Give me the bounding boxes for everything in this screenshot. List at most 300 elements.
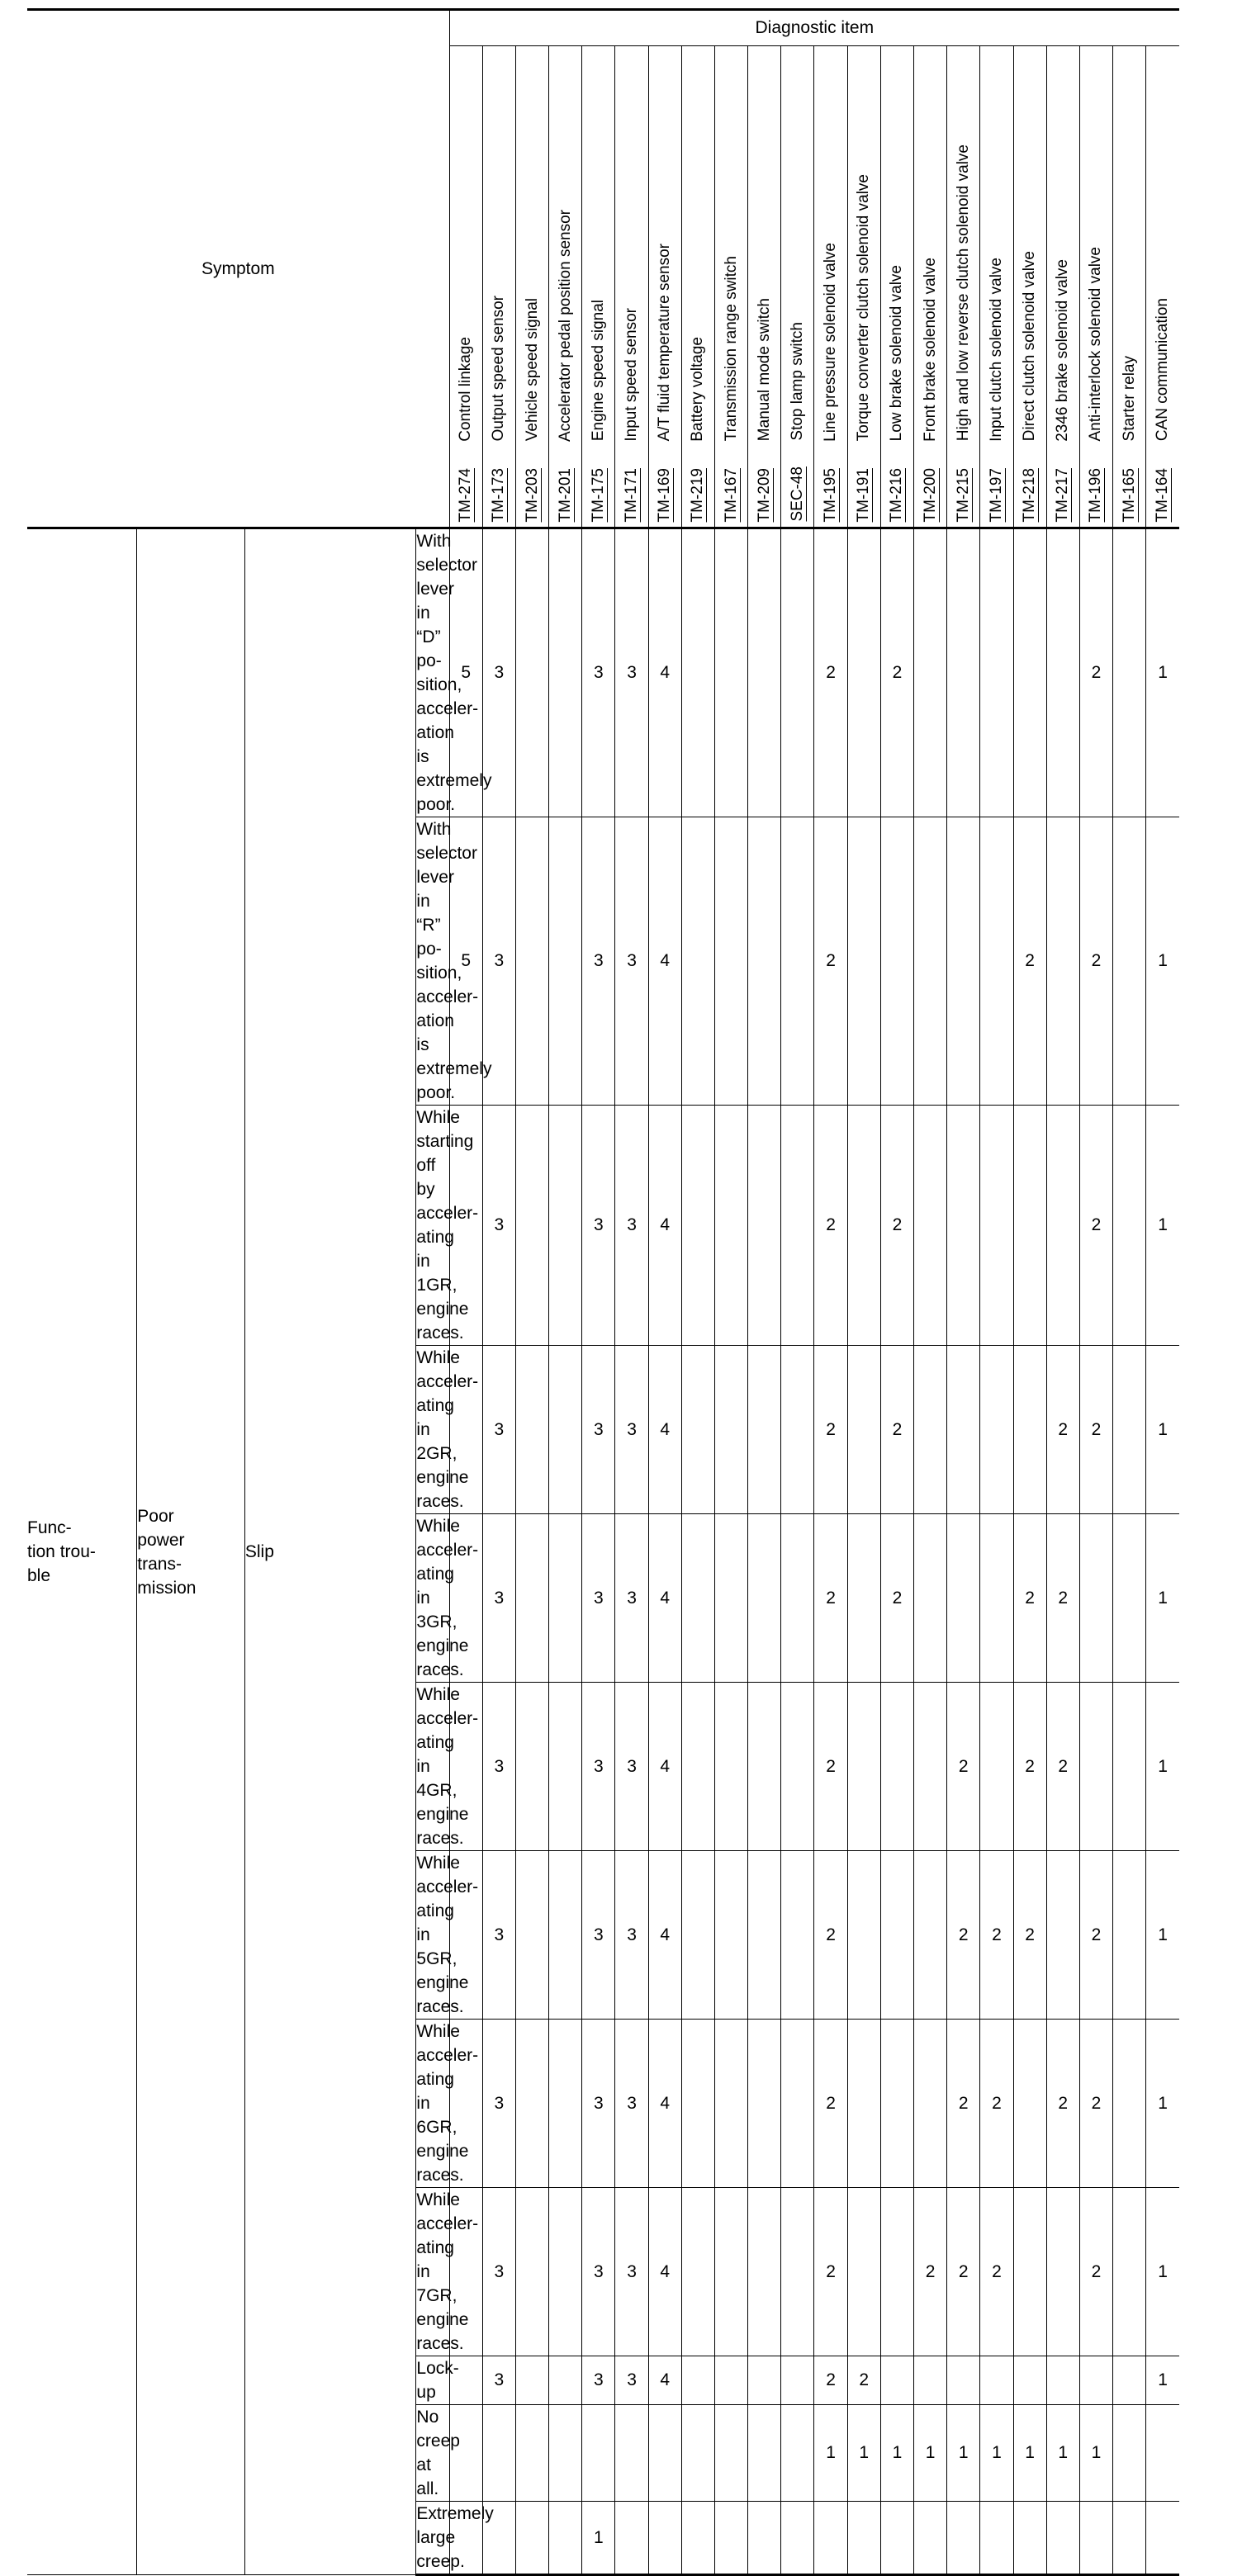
- diagnostic-column-header: [582, 46, 615, 528]
- priority-cell: [1046, 528, 1079, 817]
- priority-cell: [781, 1683, 814, 1851]
- priority-cell: [681, 1514, 714, 1683]
- priority-cell: [681, 1346, 714, 1514]
- priority-cell: 2: [1013, 1514, 1046, 1683]
- diagnostic-item-label: Anti-interlock solenoid valve: [1087, 247, 1105, 442]
- priority-cell: [515, 2356, 548, 2405]
- diagnostic-item-label: 2346 brake solenoid valve: [1054, 258, 1072, 442]
- reference-link[interactable]: TM-216: [888, 467, 906, 522]
- priority-cell: 2: [1079, 528, 1112, 817]
- symptom-condition: Extremely large creep.: [416, 2502, 449, 2575]
- diagnostic-item-label: Manual mode switch: [755, 298, 773, 442]
- priority-cell: 2: [980, 1851, 1013, 2020]
- diagnostic-column-header: [1013, 46, 1046, 528]
- priority-cell: [714, 1106, 747, 1346]
- priority-cell: [914, 528, 947, 817]
- priority-cell: [980, 528, 1013, 817]
- priority-cell: [549, 817, 582, 1106]
- priority-cell: 2: [947, 1683, 980, 1851]
- diagnostic-column-header: [714, 46, 747, 528]
- priority-cell: [714, 2188, 747, 2356]
- diagnostic-item-label: Vehicle speed signal: [523, 298, 541, 442]
- symptom-condition: While acceler- ating in 7GR, engine races.: [416, 2188, 449, 2356]
- priority-cell: 2: [880, 1106, 913, 1346]
- priority-cell: [748, 1851, 781, 2020]
- reference-link[interactable]: TM-191: [855, 467, 873, 522]
- reference-link[interactable]: TM-169: [656, 467, 674, 522]
- priority-cell: [748, 1683, 781, 1851]
- reference-link[interactable]: TM-217: [1054, 467, 1072, 522]
- priority-cell: [449, 1346, 482, 1514]
- symptom-condition: While acceler- ating in 3GR, engine races.: [416, 1514, 449, 1683]
- priority-cell: [1113, 1106, 1146, 1346]
- priority-cell: [847, 2188, 880, 2356]
- priority-cell: [781, 817, 814, 1106]
- diagnostic-column-header: [482, 46, 515, 528]
- priority-cell: [549, 2188, 582, 2356]
- priority-cell: [947, 1346, 980, 1514]
- priority-cell: [681, 1106, 714, 1346]
- priority-cell: [980, 1106, 1013, 1346]
- priority-cell: 2: [1079, 1851, 1112, 2020]
- priority-cell: 2: [880, 528, 913, 817]
- priority-cell: 1: [947, 2405, 980, 2502]
- priority-cell: [714, 528, 747, 817]
- priority-cell: [748, 2502, 781, 2575]
- priority-cell: [847, 1346, 880, 1514]
- priority-cell: [781, 1514, 814, 1683]
- priority-cell: 3: [615, 2020, 648, 2188]
- priority-cell: [482, 2502, 515, 2575]
- priority-cell: [748, 528, 781, 817]
- symptom-condition: With selector lever in “D” po- sition, acceler- ation is extremely poor.: [416, 528, 449, 817]
- priority-cell: 2: [947, 2188, 980, 2356]
- priority-cell: [681, 2405, 714, 2502]
- priority-cell: [914, 817, 947, 1106]
- priority-cell: [914, 1851, 947, 2020]
- priority-cell: [1113, 2405, 1146, 2502]
- priority-cell: [947, 1106, 980, 1346]
- priority-cell: [515, 2188, 548, 2356]
- diagnostic-column-header: [980, 46, 1013, 528]
- diagnostic-item-label: Output speed sensor: [490, 296, 508, 442]
- priority-cell: [980, 1514, 1013, 1683]
- priority-cell: 3: [482, 1851, 515, 2020]
- priority-cell: 3: [582, 2020, 615, 2188]
- priority-cell: 2: [1046, 2020, 1079, 2188]
- diagnostic-item-label: A/T fluid temperature sensor: [656, 244, 674, 442]
- symptom-category: Func- tion trou- ble: [27, 528, 137, 2575]
- symptom-condition: While acceler- ating in 5GR, engine races.: [416, 1851, 449, 2020]
- priority-cell: [1113, 1851, 1146, 2020]
- priority-cell: [549, 2502, 582, 2575]
- priority-cell: [515, 1683, 548, 1851]
- diagnostic-item-label: Engine speed signal: [589, 300, 607, 442]
- priority-cell: 1: [1146, 2188, 1179, 2356]
- priority-cell: [1013, 1346, 1046, 1514]
- reference-link[interactable]: TM-209: [755, 467, 773, 522]
- priority-cell: 3: [615, 1514, 648, 1683]
- priority-cell: [947, 528, 980, 817]
- priority-cell: 2: [880, 1514, 913, 1683]
- diagnostic-item-label: CAN communication: [1154, 298, 1172, 442]
- priority-cell: 4: [648, 817, 681, 1106]
- priority-cell: [1079, 2356, 1112, 2405]
- reference-link[interactable]: TM-196: [1087, 467, 1105, 522]
- reference-link[interactable]: TM-201: [556, 467, 574, 522]
- reference-link[interactable]: TM-165: [1120, 467, 1138, 522]
- priority-cell: [947, 1514, 980, 1683]
- reference-link[interactable]: TM-218: [1021, 467, 1039, 522]
- diagnostic-column-header: [681, 46, 714, 528]
- diagnostic-column-header: [1079, 46, 1112, 528]
- table-row: [27, 528, 1179, 817]
- reference-link[interactable]: TM-164: [1154, 467, 1172, 522]
- priority-cell: 2: [980, 2020, 1013, 2188]
- priority-cell: 1: [1046, 2405, 1079, 2502]
- priority-cell: [1079, 2502, 1112, 2575]
- priority-cell: [1046, 2356, 1079, 2405]
- priority-cell: [880, 2188, 913, 2356]
- priority-cell: 3: [615, 528, 648, 817]
- priority-cell: [1013, 2020, 1046, 2188]
- priority-cell: 2: [947, 1851, 980, 2020]
- priority-cell: 2: [914, 2188, 947, 2356]
- priority-cell: [847, 2502, 880, 2575]
- diagnostic-item-label: Starter relay: [1120, 356, 1138, 442]
- priority-cell: [1013, 528, 1046, 817]
- priority-cell: [714, 2502, 747, 2575]
- priority-cell: 3: [582, 528, 615, 817]
- priority-cell: [714, 1346, 747, 1514]
- priority-cell: [880, 817, 913, 1106]
- diagnostic-item-label: Torque converter clutch solenoid valve: [855, 174, 873, 442]
- priority-cell: 3: [582, 2188, 615, 2356]
- priority-cell: [549, 528, 582, 817]
- priority-cell: [947, 2502, 980, 2575]
- priority-cell: [549, 2356, 582, 2405]
- reference-link[interactable]: TM-167: [722, 467, 740, 522]
- priority-cell: 4: [648, 1851, 681, 2020]
- priority-cell: 2: [847, 2356, 880, 2405]
- symptom-condition: While starting off by acceler- ating in 1GR, engine races.: [416, 1106, 449, 1346]
- priority-cell: [1113, 528, 1146, 817]
- priority-cell: [814, 2502, 847, 2575]
- priority-cell: [1013, 1106, 1046, 1346]
- priority-cell: [1046, 817, 1079, 1106]
- priority-cell: [1113, 1514, 1146, 1683]
- priority-cell: [914, 2502, 947, 2575]
- priority-cell: 1: [1146, 528, 1179, 817]
- symptom-condition: No creep at all.: [416, 2405, 449, 2502]
- reference-link[interactable]: TM-274: [457, 467, 475, 522]
- symptom-type: Slip: [244, 528, 416, 2575]
- priority-cell: 2: [814, 817, 847, 1106]
- diagnostic-column-header: [914, 46, 947, 528]
- priority-cell: [781, 2020, 814, 2188]
- priority-cell: 2: [814, 1346, 847, 1514]
- priority-cell: 1: [880, 2405, 913, 2502]
- priority-cell: 1: [1146, 1851, 1179, 2020]
- diagnostic-column-header: [880, 46, 913, 528]
- priority-cell: 1: [1013, 2405, 1046, 2502]
- reference-link[interactable]: TM-219: [689, 467, 707, 522]
- priority-cell: [714, 1851, 747, 2020]
- priority-cell: 3: [582, 817, 615, 1106]
- priority-cell: [748, 1106, 781, 1346]
- priority-cell: 3: [482, 1683, 515, 1851]
- priority-cell: [880, 1683, 913, 1851]
- priority-cell: [449, 1851, 482, 2020]
- priority-cell: [482, 2405, 515, 2502]
- priority-cell: [914, 2356, 947, 2405]
- priority-cell: [847, 1106, 880, 1346]
- priority-cell: [1113, 2188, 1146, 2356]
- priority-cell: 3: [582, 1514, 615, 1683]
- priority-cell: 1: [847, 2405, 880, 2502]
- priority-cell: [1079, 1514, 1112, 1683]
- priority-cell: [781, 528, 814, 817]
- diagnostic-item-label: Line pressure solenoid valve: [822, 242, 840, 442]
- priority-cell: 3: [615, 2188, 648, 2356]
- priority-cell: 5: [449, 817, 482, 1106]
- priority-cell: [681, 2356, 714, 2405]
- diagnostic-item-label: Stop lamp switch: [788, 321, 806, 441]
- priority-cell: 2: [814, 1683, 847, 1851]
- priority-cell: [449, 2356, 482, 2405]
- priority-cell: 3: [482, 1514, 515, 1683]
- diagnostic-column-header: [449, 46, 482, 528]
- priority-cell: 4: [648, 528, 681, 817]
- priority-cell: 3: [482, 2356, 515, 2405]
- priority-cell: [681, 1851, 714, 2020]
- diagnostic-item-label: Battery voltage: [689, 336, 707, 442]
- priority-cell: 3: [482, 528, 515, 817]
- priority-cell: 3: [615, 1683, 648, 1851]
- symptom-condition: While acceler- ating in 6GR, engine races.: [416, 2020, 449, 2188]
- priority-cell: 3: [615, 1106, 648, 1346]
- priority-cell: [1113, 817, 1146, 1106]
- symptom-condition: While acceler- ating in 2GR, engine races.: [416, 1346, 449, 1514]
- priority-cell: [847, 528, 880, 817]
- priority-cell: [781, 2356, 814, 2405]
- priority-cell: 5: [449, 528, 482, 817]
- priority-cell: [1046, 2502, 1079, 2575]
- reference-link[interactable]: TM-171: [623, 467, 641, 522]
- priority-cell: [648, 2502, 681, 2575]
- reference-link[interactable]: TM-203: [523, 467, 541, 522]
- priority-cell: [748, 2020, 781, 2188]
- diagnostic-item-header: Diagnostic item: [449, 10, 1179, 46]
- reference-link[interactable]: TM-195: [822, 467, 840, 522]
- priority-cell: 3: [582, 1851, 615, 2020]
- priority-cell: [1113, 2020, 1146, 2188]
- priority-cell: [515, 1106, 548, 1346]
- priority-cell: [681, 528, 714, 817]
- priority-cell: [847, 1683, 880, 1851]
- priority-cell: 2: [1013, 817, 1046, 1106]
- priority-cell: [1113, 2356, 1146, 2405]
- priority-cell: [549, 1514, 582, 1683]
- priority-cell: 1: [1146, 2020, 1179, 2188]
- priority-cell: [515, 2502, 548, 2575]
- diagnostic-item-label: Input clutch solenoid valve: [987, 257, 1005, 442]
- priority-cell: 2: [1079, 2020, 1112, 2188]
- priority-cell: [914, 2020, 947, 2188]
- priority-cell: [1079, 1683, 1112, 1851]
- diagnostic-item-label: Low brake solenoid valve: [888, 265, 906, 442]
- diagnostic-item-label: High and low reverse clutch solenoid valve: [954, 144, 972, 442]
- priority-cell: 3: [582, 1106, 615, 1346]
- priority-cell: [1013, 2502, 1046, 2575]
- symptom-condition: Lock-up: [416, 2356, 449, 2405]
- priority-cell: [714, 1514, 747, 1683]
- priority-cell: 3: [482, 1346, 515, 1514]
- priority-cell: [515, 2405, 548, 2502]
- priority-cell: [714, 817, 747, 1106]
- priority-cell: [549, 1683, 582, 1851]
- priority-cell: [1146, 2502, 1179, 2575]
- diagnostic-column-header: [847, 46, 880, 528]
- priority-cell: [980, 817, 1013, 1106]
- priority-cell: 3: [582, 1683, 615, 1851]
- priority-cell: [582, 2405, 615, 2502]
- priority-cell: [1013, 2188, 1046, 2356]
- priority-cell: [880, 1851, 913, 2020]
- priority-cell: 2: [814, 1514, 847, 1683]
- priority-cell: [1146, 2405, 1179, 2502]
- priority-cell: [748, 817, 781, 1106]
- priority-cell: [449, 2405, 482, 2502]
- diagnostic-item-label: Input speed sensor: [623, 307, 641, 442]
- priority-cell: [781, 1346, 814, 1514]
- priority-cell: [781, 2502, 814, 2575]
- priority-cell: [1046, 1106, 1079, 1346]
- symptom-condition: With selector lever in “R” po- sition, acceler- ation is extremely poor.: [416, 817, 449, 1106]
- priority-cell: [714, 2405, 747, 2502]
- priority-cell: 1: [1146, 1514, 1179, 1683]
- priority-cell: [1113, 1346, 1146, 1514]
- priority-cell: 2: [1046, 1683, 1079, 1851]
- priority-cell: [449, 1514, 482, 1683]
- priority-cell: [714, 2356, 747, 2405]
- diagnostic-item-label: Control linkage: [457, 336, 475, 442]
- reference-link[interactable]: TM-173: [490, 467, 508, 522]
- priority-cell: [781, 2405, 814, 2502]
- diagnostic-column-header: [1146, 46, 1179, 528]
- priority-cell: 2: [814, 2356, 847, 2405]
- priority-cell: [880, 2020, 913, 2188]
- priority-cell: 2: [1079, 817, 1112, 1106]
- priority-cell: 2: [1046, 1514, 1079, 1683]
- priority-cell: 2: [1079, 1106, 1112, 1346]
- diagnostic-column-header: [947, 46, 980, 528]
- priority-cell: [748, 2356, 781, 2405]
- diagnostic-column-header: [814, 46, 847, 528]
- priority-cell: 1: [1079, 2405, 1112, 2502]
- priority-cell: 1: [1146, 1106, 1179, 1346]
- priority-cell: [549, 1106, 582, 1346]
- reference-link[interactable]: TM-200: [921, 467, 939, 522]
- priority-cell: [681, 2502, 714, 2575]
- priority-cell: [515, 528, 548, 817]
- priority-cell: [880, 2502, 913, 2575]
- priority-cell: [947, 2356, 980, 2405]
- symptom-subcategory: Poor power trans- mission: [137, 528, 245, 2575]
- priority-cell: [847, 2020, 880, 2188]
- priority-cell: 4: [648, 2356, 681, 2405]
- priority-cell: [1046, 2188, 1079, 2356]
- priority-cell: [1046, 1851, 1079, 2020]
- priority-cell: 4: [648, 1106, 681, 1346]
- priority-cell: [914, 1346, 947, 1514]
- priority-cell: 1: [1146, 2356, 1179, 2405]
- priority-cell: [781, 2188, 814, 2356]
- priority-cell: [914, 1683, 947, 1851]
- priority-cell: 3: [582, 1346, 615, 1514]
- priority-cell: [449, 2020, 482, 2188]
- priority-cell: 2: [1013, 1683, 1046, 1851]
- priority-cell: [549, 1851, 582, 2020]
- priority-cell: [549, 1346, 582, 1514]
- priority-cell: [681, 2020, 714, 2188]
- priority-cell: [681, 2188, 714, 2356]
- priority-cell: [947, 817, 980, 1106]
- priority-cell: [549, 2020, 582, 2188]
- priority-cell: 2: [814, 2020, 847, 2188]
- diagnostic-column-header: [1046, 46, 1079, 528]
- priority-cell: [781, 1851, 814, 2020]
- priority-cell: 2: [814, 1851, 847, 2020]
- priority-cell: 1: [1146, 817, 1179, 1106]
- symptom-header: Symptom: [27, 10, 449, 528]
- priority-cell: 3: [482, 2188, 515, 2356]
- reference-link[interactable]: TM-197: [987, 467, 1005, 522]
- priority-cell: [515, 2020, 548, 2188]
- priority-cell: 3: [615, 2356, 648, 2405]
- priority-cell: [748, 2405, 781, 2502]
- priority-cell: [449, 1683, 482, 1851]
- priority-cell: [515, 1346, 548, 1514]
- priority-cell: 2: [814, 2188, 847, 2356]
- priority-cell: 1: [1146, 1346, 1179, 1514]
- reference-link[interactable]: TM-175: [589, 467, 607, 522]
- priority-cell: [980, 2502, 1013, 2575]
- priority-cell: 1: [582, 2502, 615, 2575]
- priority-cell: [681, 1683, 714, 1851]
- priority-cell: 4: [648, 1514, 681, 1683]
- priority-cell: [615, 2502, 648, 2575]
- diagnostic-matrix-table: [27, 8, 1179, 2576]
- diagnostic-column-header: [515, 46, 548, 528]
- priority-cell: 2: [1046, 1346, 1079, 1514]
- priority-cell: [748, 2188, 781, 2356]
- priority-cell: [681, 817, 714, 1106]
- priority-cell: [648, 2405, 681, 2502]
- priority-cell: 3: [482, 1106, 515, 1346]
- reference-link[interactable]: SEC-48: [788, 466, 806, 522]
- diagnostic-item-label: Accelerator pedal position sensor: [556, 209, 574, 442]
- diagnostic-column-header: [748, 46, 781, 528]
- priority-cell: 4: [648, 2020, 681, 2188]
- priority-cell: 1: [1146, 1683, 1179, 1851]
- reference-link[interactable]: TM-215: [954, 467, 972, 522]
- priority-cell: [748, 1346, 781, 1514]
- diagnostic-column-header: [1113, 46, 1146, 528]
- priority-cell: [980, 1346, 1013, 1514]
- priority-cell: 2: [980, 2188, 1013, 2356]
- priority-cell: [1113, 1683, 1146, 1851]
